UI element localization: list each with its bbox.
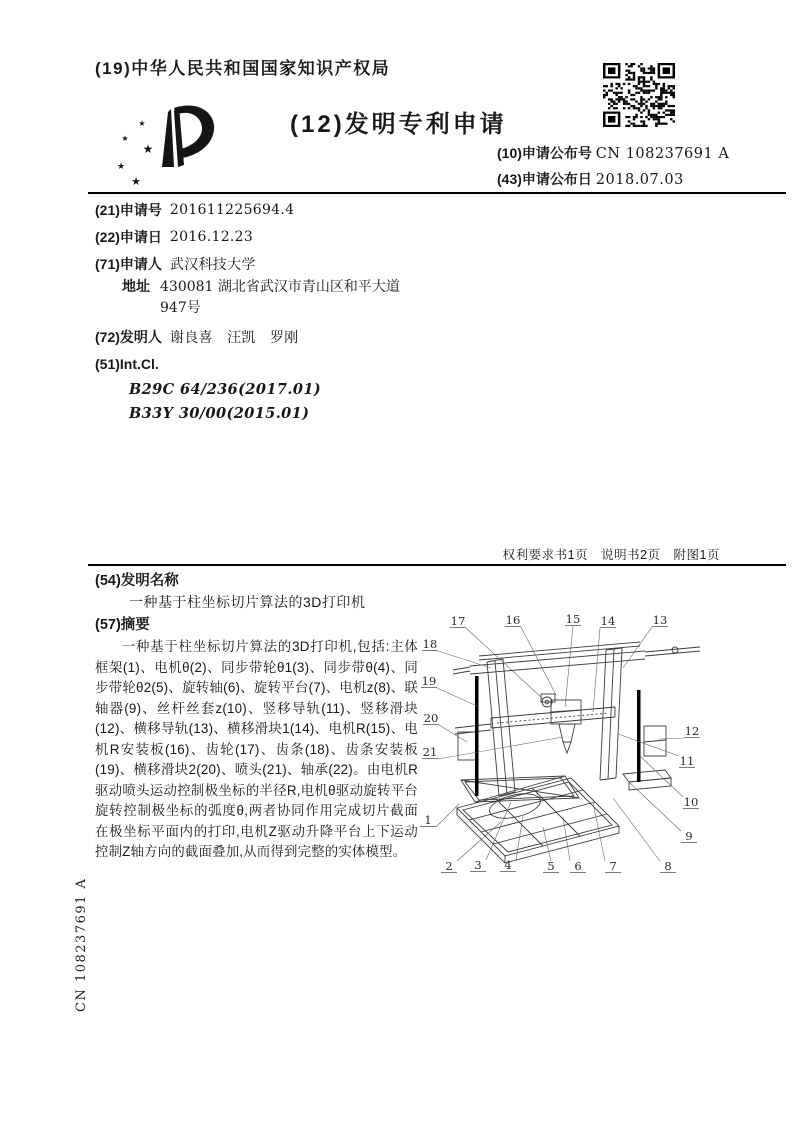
qr-code-icon [603, 63, 675, 127]
printer-line-art [453, 642, 700, 863]
intcl-code-2: B33Y 30/00(2015.01) [129, 405, 310, 422]
publication-date-line [497, 167, 729, 193]
printer-figure-svg [413, 606, 785, 896]
star-icon [117, 119, 153, 188]
address-row [95, 277, 430, 319]
pages-summary: 权利要求书1页 说明书2页 附图1页 [502, 548, 720, 562]
publication-info [497, 141, 729, 193]
figure-callout-6: 6 [574, 859, 582, 873]
inventors-row [95, 328, 430, 346]
figure-callout-15: 15 [565, 612, 581, 626]
svg-text:★: ★ [138, 119, 146, 128]
figure-callout-17: 17 [450, 614, 466, 628]
figure-callout-19: 19 [421, 674, 437, 688]
bibliographic-section [95, 201, 430, 426]
figure-callout-18: 18 [422, 637, 438, 651]
side-publication-code: CN 108237691 A [74, 877, 89, 1012]
patent-drawing [413, 606, 785, 896]
invention-title: 一种基于柱坐标切片算法的3D打印机 [129, 594, 366, 610]
application-date-value: 2016.12.23 [169, 229, 254, 245]
figure-callout-3: 3 [474, 858, 482, 872]
figure-callout-14: 14 [600, 614, 616, 628]
inventors-label: (72)发明人 [95, 329, 162, 345]
figure-callout-4: 4 [504, 858, 512, 872]
abstract-section-label: (57)摘要 [95, 617, 150, 633]
figure-callout-2: 2 [445, 859, 453, 873]
application-number-label: (21)申请号 [95, 202, 162, 218]
figure-callout-12: 12 [684, 724, 700, 738]
abstract-text: 一种基于柱坐标切片算法的3D打印机,包括:主体框架(1)、电机θ(2)、同步带轮θ1(3)、同步带θ(4)、同步带轮θ2(5)、旋转轴(6)、旋转平台(7)、电机z(8)、联轴器(9)、丝杆丝套z(10)、竖移导轨(11)、竖移滑块(12)、横移导轨(13)、横移滑块1(14)、电机R(15)、电机R安装板(16)、齿轮(17)、齿条(18)、齿条安装板(19)、横移滑块2(20)、喷头(21)、轴承(22)。由电机R驱动喷头运动控制极坐标的半径R,电机θ驱动旋转平台旋转控制极坐标的弧度θ,两者协同作用完成切片截面在极坐标平面内的打印,电机Z驱动升降平台上下运动控制Z轴方向的截面叠加,从而得到完整的实体模型。 [95, 639, 418, 859]
address-value: 430081 湖北省武汉市青山区和平大道947号 [160, 279, 400, 316]
patent-office-title: (19)中华人民共和国国家知识产权局 [95, 59, 391, 78]
figure-callout-20: 20 [423, 711, 439, 725]
applicant-row [95, 255, 430, 273]
application-number-value: 201611225694.4 [169, 202, 295, 218]
intcl-code-1: B29C 64/236(2017.01) [129, 381, 322, 398]
figure-callout-9: 9 [685, 829, 693, 843]
document-type-title: (12)发明专利申请 [290, 111, 507, 138]
cnipa-emblem-icon [112, 93, 227, 188]
title-abstract-section [95, 571, 418, 876]
publication-number-line [497, 141, 729, 167]
publication-number-value: CN 108237691 A [595, 146, 730, 162]
applicant-label: (71)申请人 [95, 256, 162, 272]
left-rail [475, 676, 479, 796]
figure-callout-8: 8 [664, 859, 672, 873]
application-number-row [95, 201, 430, 219]
figure-callout-5: 5 [547, 859, 555, 873]
svg-text:★: ★ [116, 161, 126, 171]
publication-date-value: 2018.07.03 [595, 172, 684, 188]
title-section-label: (54)发明名称 [95, 573, 179, 589]
intcl-label: (51)Int.Cl. [95, 356, 159, 372]
inventors-value: 谢良喜 汪凯 罗刚 [169, 329, 299, 345]
figure-callout-1: 1 [424, 813, 432, 827]
figure-callout-21: 21 [422, 745, 438, 759]
intcl-row [95, 355, 430, 373]
figure-callout-10: 10 [683, 795, 699, 809]
publication-number-label: (10)申请公布号 [497, 145, 592, 161]
figure-callout-13: 13 [652, 613, 668, 627]
header-divider [88, 192, 786, 194]
address-label: 地址 [122, 278, 150, 294]
application-date-row [95, 228, 430, 246]
svg-text:★: ★ [121, 134, 129, 143]
publication-date-label: (43)申请公布日 [497, 171, 592, 187]
svg-text:★: ★ [131, 176, 141, 188]
section-divider [88, 564, 786, 566]
figure-callout-16: 16 [505, 613, 521, 627]
figure-callout-11: 11 [679, 754, 695, 768]
applicant-value: 武汉科技大学 [169, 256, 256, 272]
right-rail [637, 690, 641, 782]
svg-text:★: ★ [142, 142, 154, 156]
application-date-label: (22)申请日 [95, 229, 162, 245]
figure-callout-7: 7 [609, 859, 617, 873]
